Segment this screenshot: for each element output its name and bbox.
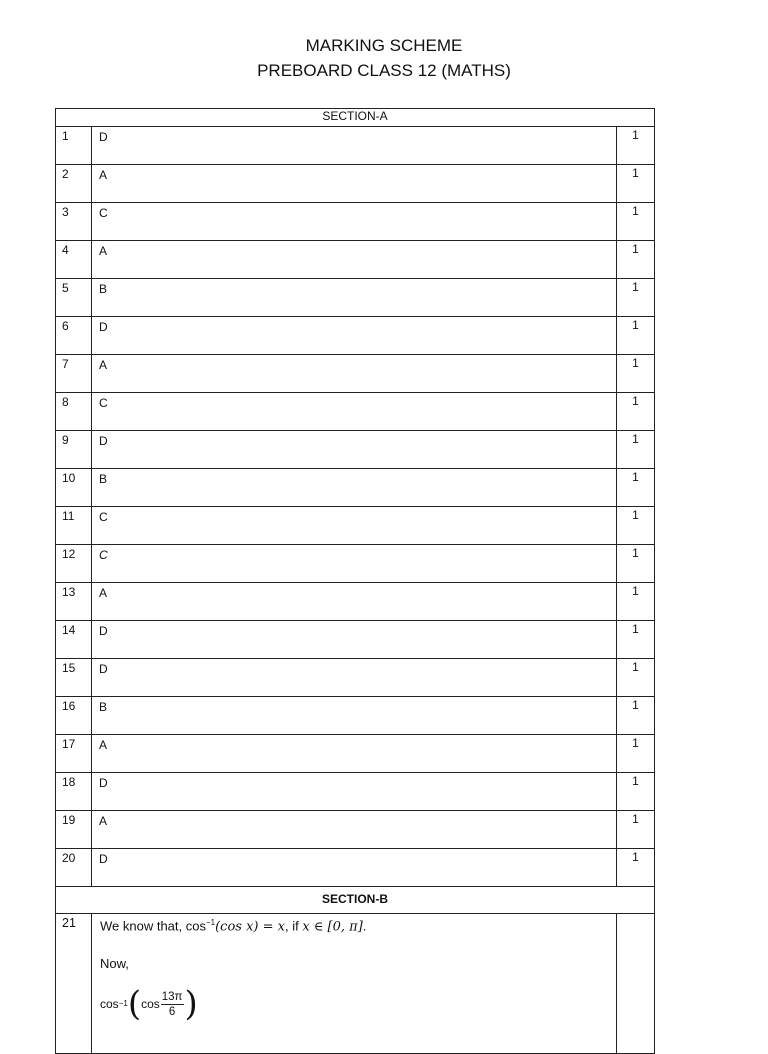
answer-option: D (92, 621, 617, 659)
marks-value: 1 (617, 811, 655, 849)
section-b-header-row (56, 887, 655, 914)
marking-scheme-table (55, 108, 655, 1054)
answer-option: A (92, 735, 617, 773)
answer-option: B (92, 279, 617, 317)
marks-value (617, 914, 655, 1054)
table-row (56, 127, 655, 165)
section-a-header-row (56, 109, 655, 127)
marks-value: 1 (617, 621, 655, 659)
marks-value: 1 (617, 317, 655, 355)
marks-value: 1 (617, 393, 655, 431)
question-number: 15 (56, 659, 92, 697)
answer-option: D (92, 431, 617, 469)
table-row (56, 735, 655, 773)
answer-option: A (92, 241, 617, 279)
question-number: 12 (56, 545, 92, 583)
table-row (56, 545, 655, 583)
math-condition: x ∈ [0, π] (302, 919, 363, 935)
table-row (56, 469, 655, 507)
question-number: 4 (56, 241, 92, 279)
fraction-denominator: 6 (168, 1005, 176, 1018)
solution-line-2: Now, (100, 956, 129, 972)
table-row (56, 393, 655, 431)
marks-value: 1 (617, 431, 655, 469)
question-number: 5 (56, 279, 92, 317)
document-subtitle: PREBOARD CLASS 12 (MATHS) (257, 61, 511, 80)
inverse-superscript: −1 (205, 918, 216, 927)
fraction-numerator: 13π (161, 990, 183, 1003)
answer-option: D (92, 773, 617, 811)
table-row (56, 811, 655, 849)
table-row (56, 317, 655, 355)
question-number: 8 (56, 393, 92, 431)
table-row (56, 849, 655, 887)
answer-option: D (92, 317, 617, 355)
answer-option: D (92, 659, 617, 697)
question-number: 14 (56, 621, 92, 659)
marks-value: 1 (617, 849, 655, 887)
marks-value: 1 (617, 127, 655, 165)
table-row (56, 241, 655, 279)
answer-option: C (92, 545, 617, 583)
inverse-superscript: −1 (118, 999, 128, 1009)
question-number: 1 (56, 127, 92, 165)
right-paren-icon: ) (184, 984, 198, 1025)
question-number: 9 (56, 431, 92, 469)
question-number: 21 (56, 914, 92, 1054)
question-21-solution (92, 914, 617, 1054)
question-number: 13 (56, 583, 92, 621)
table-row (56, 507, 655, 545)
marks-value: 1 (617, 469, 655, 507)
marks-value: 1 (617, 165, 655, 203)
table-row (56, 431, 655, 469)
table-row (56, 773, 655, 811)
answer-option: C (92, 393, 617, 431)
marks-value: 1 (617, 203, 655, 241)
solution-text: We know that, cos (100, 918, 206, 934)
table-row (56, 583, 655, 621)
question-number: 10 (56, 469, 92, 507)
question-number: 16 (56, 697, 92, 735)
question-21-row (56, 914, 655, 1054)
fraction (161, 990, 184, 1019)
cos-text: cos (141, 997, 160, 1012)
table-row (56, 279, 655, 317)
answer-option: C (92, 507, 617, 545)
document-title: MARKING SCHEME (305, 36, 463, 55)
question-number: 7 (56, 355, 92, 393)
marks-value: 1 (617, 583, 655, 621)
question-number: 19 (56, 811, 92, 849)
question-number: 6 (56, 317, 92, 355)
marks-value: 1 (617, 355, 655, 393)
solution-text: , if (284, 918, 303, 934)
marks-value: 1 (617, 773, 655, 811)
marks-value: 1 (617, 241, 655, 279)
question-number: 18 (56, 773, 92, 811)
marks-value: 1 (617, 697, 655, 735)
solution-text: . (362, 918, 367, 934)
table-row (56, 203, 655, 241)
table-row (56, 165, 655, 203)
answer-option: D (92, 127, 617, 165)
marks-value: 1 (617, 279, 655, 317)
solution-line-1 (100, 914, 616, 936)
question-number: 20 (56, 849, 92, 887)
question-number: 2 (56, 165, 92, 203)
question-number: 11 (56, 507, 92, 545)
marks-value: 1 (617, 545, 655, 583)
question-number: 3 (56, 203, 92, 241)
answer-option: A (92, 811, 617, 849)
section-a-heading: SECTION-A (56, 109, 655, 127)
marks-value: 1 (617, 507, 655, 545)
marks-value: 1 (617, 735, 655, 773)
answer-option: C (92, 203, 617, 241)
section-b-heading: SECTION-B (56, 887, 655, 914)
left-paren-icon: ( (127, 984, 142, 1025)
cos-text: cos (100, 997, 119, 1012)
math-expression: (cos x) = x (215, 919, 285, 935)
table-row (56, 621, 655, 659)
answer-option: B (92, 697, 617, 735)
table-row (56, 355, 655, 393)
answer-option: A (92, 583, 617, 621)
answer-option: D (92, 849, 617, 887)
table-row (56, 697, 655, 735)
answer-option: A (92, 165, 617, 203)
marks-value: 1 (617, 659, 655, 697)
question-number: 17 (56, 735, 92, 773)
table-row (56, 659, 655, 697)
math-expression-block (100, 984, 616, 1025)
answer-option: A (92, 355, 617, 393)
answer-option: B (92, 469, 617, 507)
